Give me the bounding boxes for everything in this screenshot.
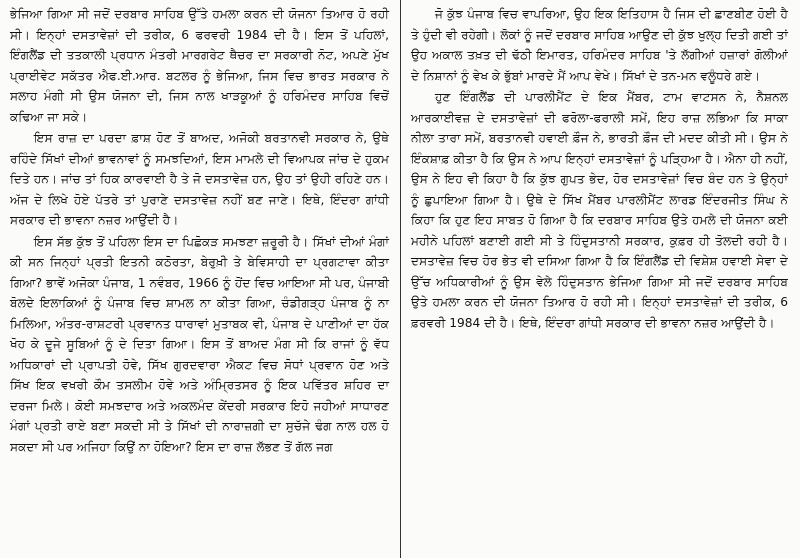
left-column [0,0,397,558]
left-paragraph-2: ਇਸ ਰਾਜ਼ ਦਾ ਪਰਦਾ ਫ਼ਾਸ਼ ਹੋਣ ਤੋਂ ਬਾਅਦ, ਅਜੋਕੀ ਬਰਤਾਨਵੀ ਸਰਕਾਰ ਨੇ, ਉਥੇ ਰਹਿੰਦੇ ਸਿੱਖਾਂ ਦੀਆਂ ਭਾਵਨਾਵਾਂ ਨੂੰ ਸਮਝਦਿਆਂ, ਇਸ ਮਾਮਲੇ ਦੀ ਵਿਆਪਕ ਜਾਂਚ ਦੇ ਹੁਕਮ ਦਿਤੇ ਹਨ। ਜਾਂਚ ਤਾਂ ਹਿਕ ਕਾਰਵਾਈ ਹੈ ਤੇ ਜੋ ਦਸਤਾਵੇਜ਼ ਹਨ, ਉਹ ਤਾਂ ਉਹੀ ਰਹਿਣੇ ਹਨ। ਅੱਜ ਦੇ ਲਿਖੇ ਹੋਏ ਪੱਤਰੇ ਤਾਂ ਪੁਰਾਣੇ ਦਸਤਾਵੇਜ਼ ਨਹੀਂ ਬਣ ਜਾਣੇ। ਇਥੇ, ਇੰਦਰਾ ਗਾਂਧੀ ਸਰਕਾਰ ਦੀ ਭਾਵਨਾ ਨਜ਼ਰ ਆਉਂਦੀ ਹੈ। [10,131,389,227]
column-divider [400,0,401,558]
left-paragraph-1: ਭੇਜਿਆ ਗਿਆ ਸੀ ਜਦੋਂ ਦਰਬਾਰ ਸਾਹਿਬ ਉੱਤੇ ਹਮਲਾ ਕਰਨ ਦੀ ਯੋਜਨਾ ਤਿਆਰ ਹੋ ਰਹੀ ਸੀ। ਇਨ੍ਹਾਂ ਦਸਤਾਵੇਜ਼ਾਂ ਦੀ ਤਰੀਕ, 6 ਫਰਵਰੀ 1984 ਦੀ ਹੈ। ਇਸ ਤੋਂ ਪਹਿਲਾਂ, ਇੰਗਲੈਂਡ ਦੀ ਤਤਕਾਲੀ ਪ੍ਰਧਾਨ ਮੰਤਰੀ ਮਾਰਗਰੇਟ ਥੈਚਰ ਦਾ ਸਰਕਾਰੀ ਨੋਟ, ਅਪਣੇ ਮੁੱਖ ਪ੍ਰਾਈਵੇਟ ਸਕੱਤਰ ਐਫ.ਈ.ਆਰ. ਬਟਲਰ ਨੂੰ ਭੇਜਿਆ, ਜਿਸ ਵਿਚ ਭਾਰਤ ਸਰਕਾਰ ਨੇ ਸਲਾਹ ਮੰਗੀ ਸੀ ਉਸ ਯੋਜਨਾ ਦੀ, ਜਿਸ ਨਾਲ ਖਾੜਕੂਆਂ ਨੂੰ ਹਰਿਮੰਦਰ ਸਾਹਿਬ ਵਿਚੋਂ ਕਢਿਆ ਜਾ ਸਕੇ। [10,7,389,124]
right-column [397,0,800,558]
right-paragraph-1: ਜੋ ਕੁੱਝ ਪੰਜਾਬ ਵਿਚ ਵਾਪਰਿਆ, ਉਹ ਇਕ ਇਤਿਹਾਸ ਹੈ ਜਿਸ ਦੀ ਛਾਣਬੀਣ ਹੋਈ ਹੈ ਤੇ ਹੁੰਦੀ ਵੀ ਰਹੇਗੀ। ਲੋਕਾਂ ਨੂੰ ਜਦੋਂ ਦਰਬਾਰ ਸਾਹਿਬ ਆਉਣ ਦੀ ਕੁੱਝ ਖੁਲ੍ਹ ਦਿਤੀ ਗਈ ਤਾਂ ਉਹ ਅਕਾਲ ਤਖ਼ਤ ਦੀ ਢੱਠੀ ਇਮਾਰਤ, ਹਰਿਮੰਦਰ ਸਾਹਿਬ 'ਤੇ ਲੱਗੀਆਂ ਹਜ਼ਾਰਾਂ ਗੋਲੀਆਂ ਦੇ ਨਿਸ਼ਾਨਾਂ ਨੂੰ ਵੇਖ ਕੇ ਭੁੱਬਾਂ ਮਾਰਦੇ ਮੈਂ ਆਪ ਵੇਖੇ। ਸਿੱਖਾਂ ਦੇ ਤਨ-ਮਨ ਵਲੂੰਧਰੇ ਗਏ। [411,7,788,83]
right-paragraph-2: ਹੁਣ ਇੰਗਲੈਂਡ ਦੀ ਪਾਰਲੀਮੈਂਟ ਦੇ ਇਕ ਮੈਂਬਰ, ਟਾਮ ਵਾਟਸਨ ਨੇ, ਨੈਸ਼ਨਲ ਆਰਕਾਈਵਜ਼ ਦੇ ਦਸਤਾਵੇਜ਼ਾਂ ਦੀ ਫਰੋਲਾ-ਫਰਾਲੀ ਸਮੇਂ, ਇਹ ਰਾਜ਼ ਲਭਿਆ ਕਿ ਸਾਕਾ ਨੀਲਾ ਤਾਰਾ ਸਮੇਂ, ਬਰਤਾਨਵੀ ਹਵਾਈ ਫ਼ੌਜ ਨੇ, ਭਾਰਤੀ ਫ਼ੌਜ ਦੀ ਮਦਦ ਕੀਤੀ ਸੀ। ਉਸ ਨੇ ਇੰਕਸ਼ਾਫ਼ ਕੀਤਾ ਹੈ ਕਿ ਉਸ ਨੇ ਆਪ ਇਨ੍ਹਾਂ ਦਸਤਾਵੇਜ਼ਾਂ ਨੂੰ ਪੜ੍ਹਿਆ ਹੈ। ਐਨਾ ਹੀ ਨਹੀਂ, ਉਸ ਨੇ ਇਹ ਵੀ ਕਿਹਾ ਹੈ ਕਿ ਕੁੱਝ ਗੁਪਤ ਭੇਦ, ਹੋਰ ਦਸਤਾਵੇਜ਼ਾਂ ਵਿਚ ਬੰਦ ਹਨ ਤੇ ਉਨ੍ਹਾਂ ਨੂੰ ਛੁਪਾਇਆ ਗਿਆ ਹੈ। ਉਥੇ ਦੇ ਸਿੱਖ ਮੈਂਬਰ ਪਾਰਲੀਮੈਂਟ ਲਾਰਡ ਇੰਦਰਜੀਤ ਸਿੰਘ ਨੇ ਕਿਹਾ ਕਿ ਹੁਣ ਇਹ ਸਾਬਤ ਹੋ ਗਿਆ ਹੈ ਕਿ ਦਰਬਾਰ ਸਾਹਿਬ ਉਤੇ ਹਮਲੇ ਦੀ ਯੋਜਨਾ ਕਈ ਮਹੀਨੇ ਪਹਿਲਾਂ ਬਣਾਈ ਗਈ ਸੀ ਤੇ ਹਿੰਦੁਸਤਾਨੀ ਸਰਕਾਰ, ਕੁਫ਼ਰ ਹੀ ਤੋਲਦੀ ਰਹੀ ਹੈ। ਦਸਤਾਵੇਜ਼ ਵਿਚ ਹੋਰ ਭੇਤ ਵੀ ਦਸਿਆ ਗਿਆ ਹੈ ਕਿ ਇੰਗਲੈਂਡ ਦੀ ਵਿਸ਼ੇਸ਼ ਹਵਾਈ ਸੇਵਾ ਦੇ ਉੱਚ ਅਧਿਕਾਰੀਆਂ ਨੂੰ ਉਸ ਵੇਲੇ ਹਿੰਦੁਸਤਾਨ ਭੇਜਿਆ ਗਿਆ ਸੀ ਜਦੋਂ ਦਰਬਾਰ ਸਾਹਿਬ ਉਤੇ ਹਮਲਾ ਕਰਨ ਦੀ ਯੋਜਨਾ ਤਿਆਰ ਹੋ ਰਹੀ ਸੀ। ਇਨ੍ਹਾਂ ਦਸਤਾਵੇਜ਼ਾਂ ਦੀ ਤਰੀਕ, 6 ਫ਼ਰਵਰੀ 1984 ਦੀ ਹੈ। ਇਥੇ, ਇੰਦਰਾ ਗਾਂਧੀ ਸਰਕਾਰ ਦੀ ਭਾਵਨਾ ਨਜ਼ਰ ਆਉਂਦੀ ਹੈ। [411,90,788,330]
left-paragraph-3: ਇਸ ਸੱਭ ਕੁੱਝ ਤੋਂ ਪਹਿਲਾ ਇਸ ਦਾ ਪਿਛੋਕੜ ਸਮਝਣਾ ਜ਼ਰੂਰੀ ਹੈ। ਸਿੱਖਾਂ ਦੀਆਂ ਮੰਗਾਂ ਕੀ ਸਨ ਜਿਨ੍ਹਾਂ ਪ੍ਰਤੀ ਇਤਨੀ ਕਠੋਰਤਾ, ਬੇਰੁਖ਼ੀ ਤੇ ਬੇਵਿਸਾਹੀ ਦਾ ਪ੍ਰਗਟਾਵਾ ਕੀਤਾ ਗਿਆ? ਭਾਵੇਂ ਅਜੋਕਾ ਪੰਜਾਬ, 1 ਨਵੰਬਰ, 1966 ਨੂੰ ਹੋਂਦ ਵਿਚ ਆਇਆ ਸੀ ਪਰ, ਪੰਜਾਬੀ ਬੋਲਦੇ ਇਲਾਕਿਆਂ ਨੂੰ ਪੰਜਾਬ ਵਿਚ ਸ਼ਾਮਲ ਨਾ ਕੀਤਾ ਗਿਆ, ਚੰਡੀਗੜ੍ਹ ਪੰਜਾਬ ਨੂੰ ਨਾ ਮਿਲਿਆ, ਅੰਤਰ-ਰਾਸ਼ਟਰੀ ਪ੍ਰਵਾਨਤ ਧਾਰਾਵਾਂ ਮੁਤਾਬਕ ਵੀ, ਪੰਜਾਬ ਦੇ ਪਾਣੀਆਂ ਦਾ ਹੱਕ ਖੋਹ ਕੇ ਦੂਜੇ ਸੂਬਿਆਂ ਨੂੰ ਦੇ ਦਿਤਾ ਗਿਆ। ਇਸ ਤੋਂ ਬਾਅਦ ਮੰਗ ਸੀ ਕਿ ਰਾਜਾਂ ਨੂੰ ਵੱਧ ਅਧਿਕਾਰਾਂ ਦੀ ਪ੍ਰਾਪਤੀ ਹੋਵੇ, ਸਿੱਖ ਗੁਰਦਵਾਰਾ ਐਕਟ ਵਿਚ ਸੋਧਾਂ ਪ੍ਰਵਾਨ ਹੋਣ ਅਤੇ ਸਿੱਖ ਇਕ ਵਖਰੀ ਕੌਮ ਤਸਲੀਮ ਹੋਵੇ ਅਤੇ ਅੰਮ੍ਰਿਤਸਰ ਨੂੰ ਇਕ ਪਵਿੱਤਰ ਸ਼ਹਿਰ ਦਾ ਦਰਜਾ ਮਿਲੇ। ਕੋਈ ਸਮਝਦਾਰ ਅਤੇ ਅਕਲਮੰਦ ਕੇਂਦਰੀ ਸਰਕਾਰ ਇਹੋ ਜਹੀਆਂ ਸਾਧਾਰਣ ਮੰਗਾਂ ਪ੍ਰਤੀ ਰਾਏ ਬਣਾ ਸਕਦੀ ਸੀ ਤੇ ਸਿੱਖਾਂ ਦੀ ਨਾਰਾਜ਼ਗੀ ਦਾ ਸੁਚੱਜੇ ਢੰਗ ਨਾਲ ਹਲ ਹੋ ਸਕਦਾ ਸੀ ਪਰ ਅਜਿਹਾ ਕਿਉਂ ਨਾ ਹੋਇਆ? ਇਸ ਦਾ ਰਾਜ਼ ਲੱਭਣ ਤੋਂ ਗੱਲ ਜਗ [10,234,389,454]
